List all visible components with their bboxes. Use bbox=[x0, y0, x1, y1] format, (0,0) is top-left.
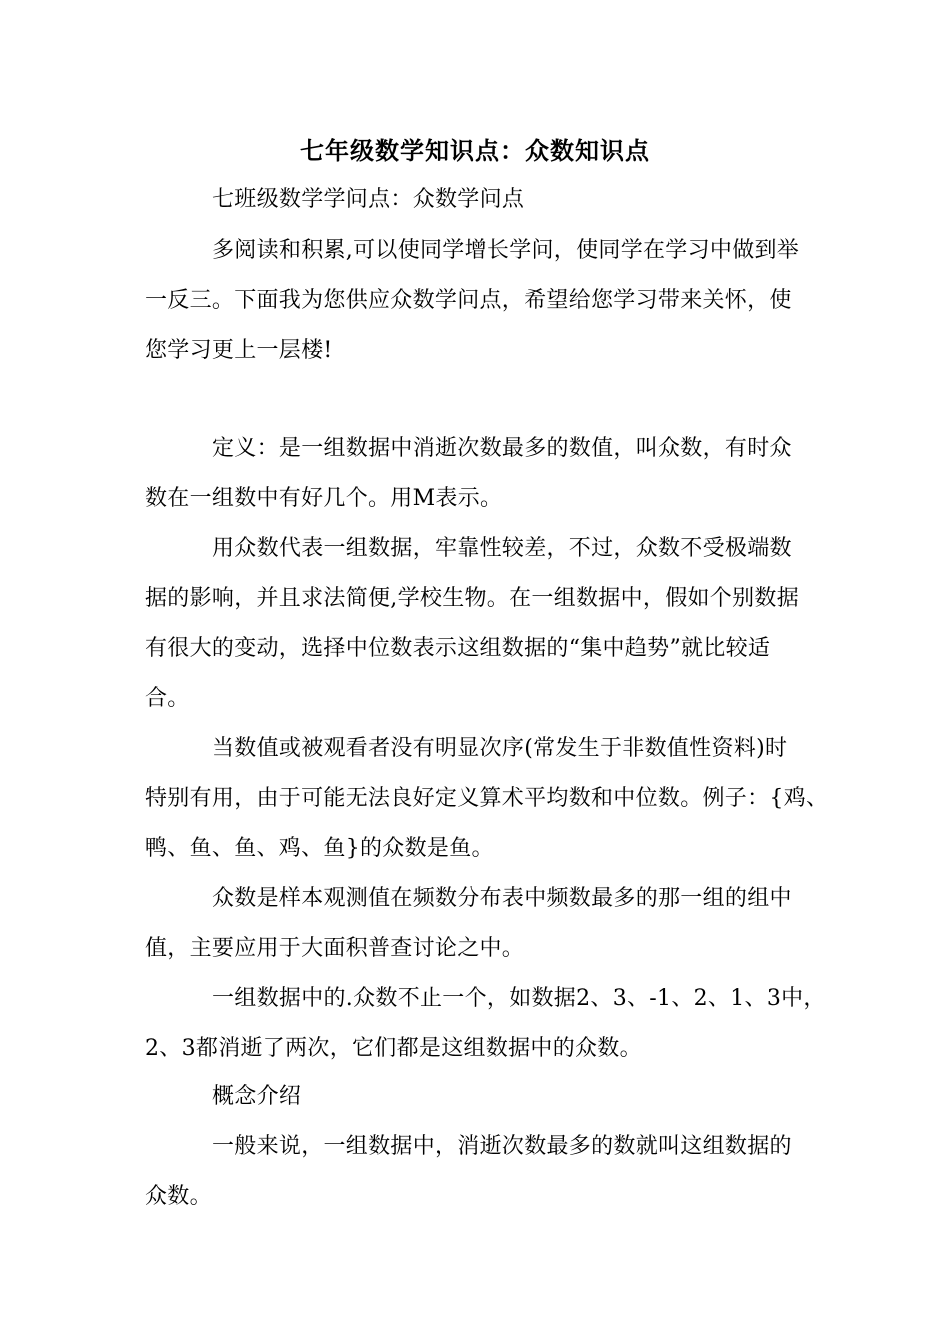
paragraph-line: 有很大的变动，选择中位数表示这组数据的“集中趋势”就比较适 bbox=[145, 636, 771, 661]
paragraph-line: 多阅读和积累,可以使同学增长学问，使同学在学习中做到举 bbox=[212, 238, 800, 263]
paragraph-line: 据的影响，并且求法简便,学校生物。在一组数据中，假如个别数据 bbox=[145, 586, 799, 611]
paragraph-line: 值，主要应用于大面积普查讨论之中。 bbox=[145, 936, 525, 961]
paragraph-line: 2、3都消逝了两次，它们都是这组数据中的众数。 bbox=[145, 1036, 642, 1061]
paragraph-line: 特别有用，由于可能无法良好定义算术平均数和中位数。例子：{鸡、 bbox=[145, 786, 829, 811]
paragraph-line: 您学习更上一层楼! bbox=[145, 338, 333, 363]
paragraph-line: 合。 bbox=[145, 686, 190, 711]
paragraph-line: 一组数据中的.众数不止一个，如数据2、3、-1、2、1、3中， bbox=[212, 986, 826, 1011]
document-title: 七年级数学知识点：众数知识点 bbox=[300, 136, 650, 165]
paragraph-line: 众数。 bbox=[145, 1184, 212, 1209]
paragraph-line: 鸭、鱼、鱼、鸡、鱼}的众数是鱼。 bbox=[145, 836, 494, 861]
paragraph-line: 数在一组数中有好几个。用M表示。 bbox=[145, 486, 503, 511]
section-heading: 概念介绍 bbox=[212, 1084, 302, 1109]
paragraph-line: 一般来说，一组数据中，消逝次数最多的数就叫这组数据的 bbox=[212, 1134, 792, 1159]
paragraph-line: 当数值或被观看者没有明显次序(常发生于非数值性资料)时 bbox=[212, 736, 788, 761]
subtitle-line: 七班级数学学问点：众数学问点 bbox=[212, 187, 525, 212]
paragraph-line: 众数是样本观测值在频数分布表中频数最多的那一组的组中 bbox=[212, 886, 792, 911]
paragraph-line: 用众数代表一组数据，牢靠性较差，不过，众数不受极端数 bbox=[212, 536, 792, 561]
paragraph-line: 定义：是一组数据中消逝次数最多的数值，叫众数，有时众 bbox=[212, 436, 792, 461]
paragraph-line: 一反三。下面我为您供应众数学问点，希望给您学习带来关怀，使 bbox=[145, 288, 792, 313]
